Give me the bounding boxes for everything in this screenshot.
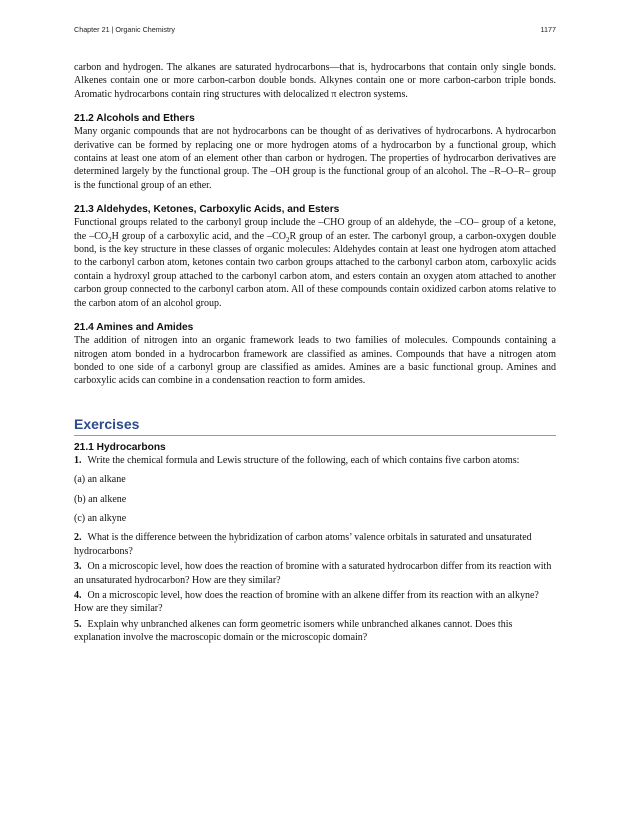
exercise-number: 1. [74,454,82,466]
section-heading-alcohols: 21.2 Alcohols and Ethers [74,113,195,125]
exercise-1 [74,454,556,467]
text-part: Functional groups related to the carbonyl group include the –CHO group of an aldehyde, the –CO– group of a ketone, the –CO [74,217,556,242]
exercises-heading: Exercises [74,416,556,436]
exercise-text: Explain why unbranched alkenes can form geometric isomers while unbranched alkanes cannot. Does this explanation involve the macroscopic domain or the microscopic domain? [74,618,513,644]
chapter-title: Chapter 21 | Organic Chemistry [74,25,175,34]
section-text-alcohols: Many organic compounds that are not hydrocarbons can be thought of as derivatives of hydrocarbons. A hydrocarbon derivative can be formed by replacing one or more hydrogen atoms of a hydrocarbon by a functional group, which contains at least one atom of an element other than carbon or hydrogen. The properties of hydrocarbon derivatives are determined largely by the functional group. The –OH group is the functional group of an alcohol. The –R–O–R– group is the functional group of an ether. [74,126,556,191]
exercise-number: 4. [74,589,82,601]
exercise-1-part-c: (c) an alkyne [74,512,127,524]
exercise-text: Write the chemical formula and Lewis structure of the following, each of which contains five carbon atoms: [87,454,520,466]
text-part: H group of a carboxylic acid, and the –CO [111,230,286,242]
exercise-text: What is the difference between the hybridization of carbon atoms’ valence orbitals in saturated and unsaturated hydrocarbons? [74,532,532,557]
section-text-amines: The addition of nitrogen into an organic framework leads to two families of molecules. Compounds containing a nitrogen atom bonded in a hydrocarbon framework are classified as amines. Compounds that have a nitrogen atom bonded to one side of a carbonyl group are classified as amides. Amines are a basic functional group. Amines and carboxylic acids can combine in a condensation reaction to form amides. [74,335,556,387]
subscript: 2 [108,235,112,244]
exercise-1-part-b: (b) an alkene [74,493,127,505]
body-text [74,61,556,645]
exercise-text: On a microscopic level, how does the reaction of bromine with a saturated hydrocarbon differ from its reaction with an unsaturated hydrocarbon? How are they similar? [74,561,552,586]
exercise-3 [74,560,556,587]
section-text-aldehydes [74,216,556,310]
exercise-2 [74,531,556,558]
exercise-number: 3. [74,561,82,573]
page-number: 1177 [540,25,556,34]
intro-paragraph: carbon and hydrogen. The alkanes are saturated hydrocarbons—that is, hydrocarbons that contain only single bonds. Alkenes contain one or more carbon-carbon double bonds. Alkynes contain one or more carbon-carbon triple bonds. Aromatic hydrocarbons contain ring structures with delocalized π electron systems. [74,62,556,100]
exercise-text: On a microscopic level, how does the reaction of bromine with an alkene differ from its reaction with an alkyne? How are they similar? [74,589,539,615]
text-part: R group of an ester. The carbonyl group, a carbon-oxygen double bond, is the key structure in these classes of organic molecules: Aldehydes contain at least one hydrogen atom attached to the carbonyl carbon atom, ketones contain two carbon groups attached to the carbonyl carbon atom, carboxylic acids contain a hydroxyl group attached to the carbonyl carbon atom, and esters contain an oxygen atom attached to another carbon group connected to the carbonyl carbon atom. All of these compounds contain oxidized carbon atoms relative to the carbon atom of an alcohol group. [74,230,557,309]
subscript: 2 [285,235,290,244]
exercise-number: 2. [74,532,82,544]
section-heading-aldehydes: 21.3 Aldehydes, Ketones, Carboxylic Acids, and Esters [74,204,340,216]
section-heading-amines: 21.4 Amines and Amides [74,322,194,334]
exercise-5 [74,618,556,645]
exercise-1-part-a: (a) an alkane [74,474,126,486]
exercise-number: 5. [74,618,82,630]
exercise-4 [74,589,556,616]
exercises-subheading: 21.1 Hydrocarbons [74,441,166,453]
